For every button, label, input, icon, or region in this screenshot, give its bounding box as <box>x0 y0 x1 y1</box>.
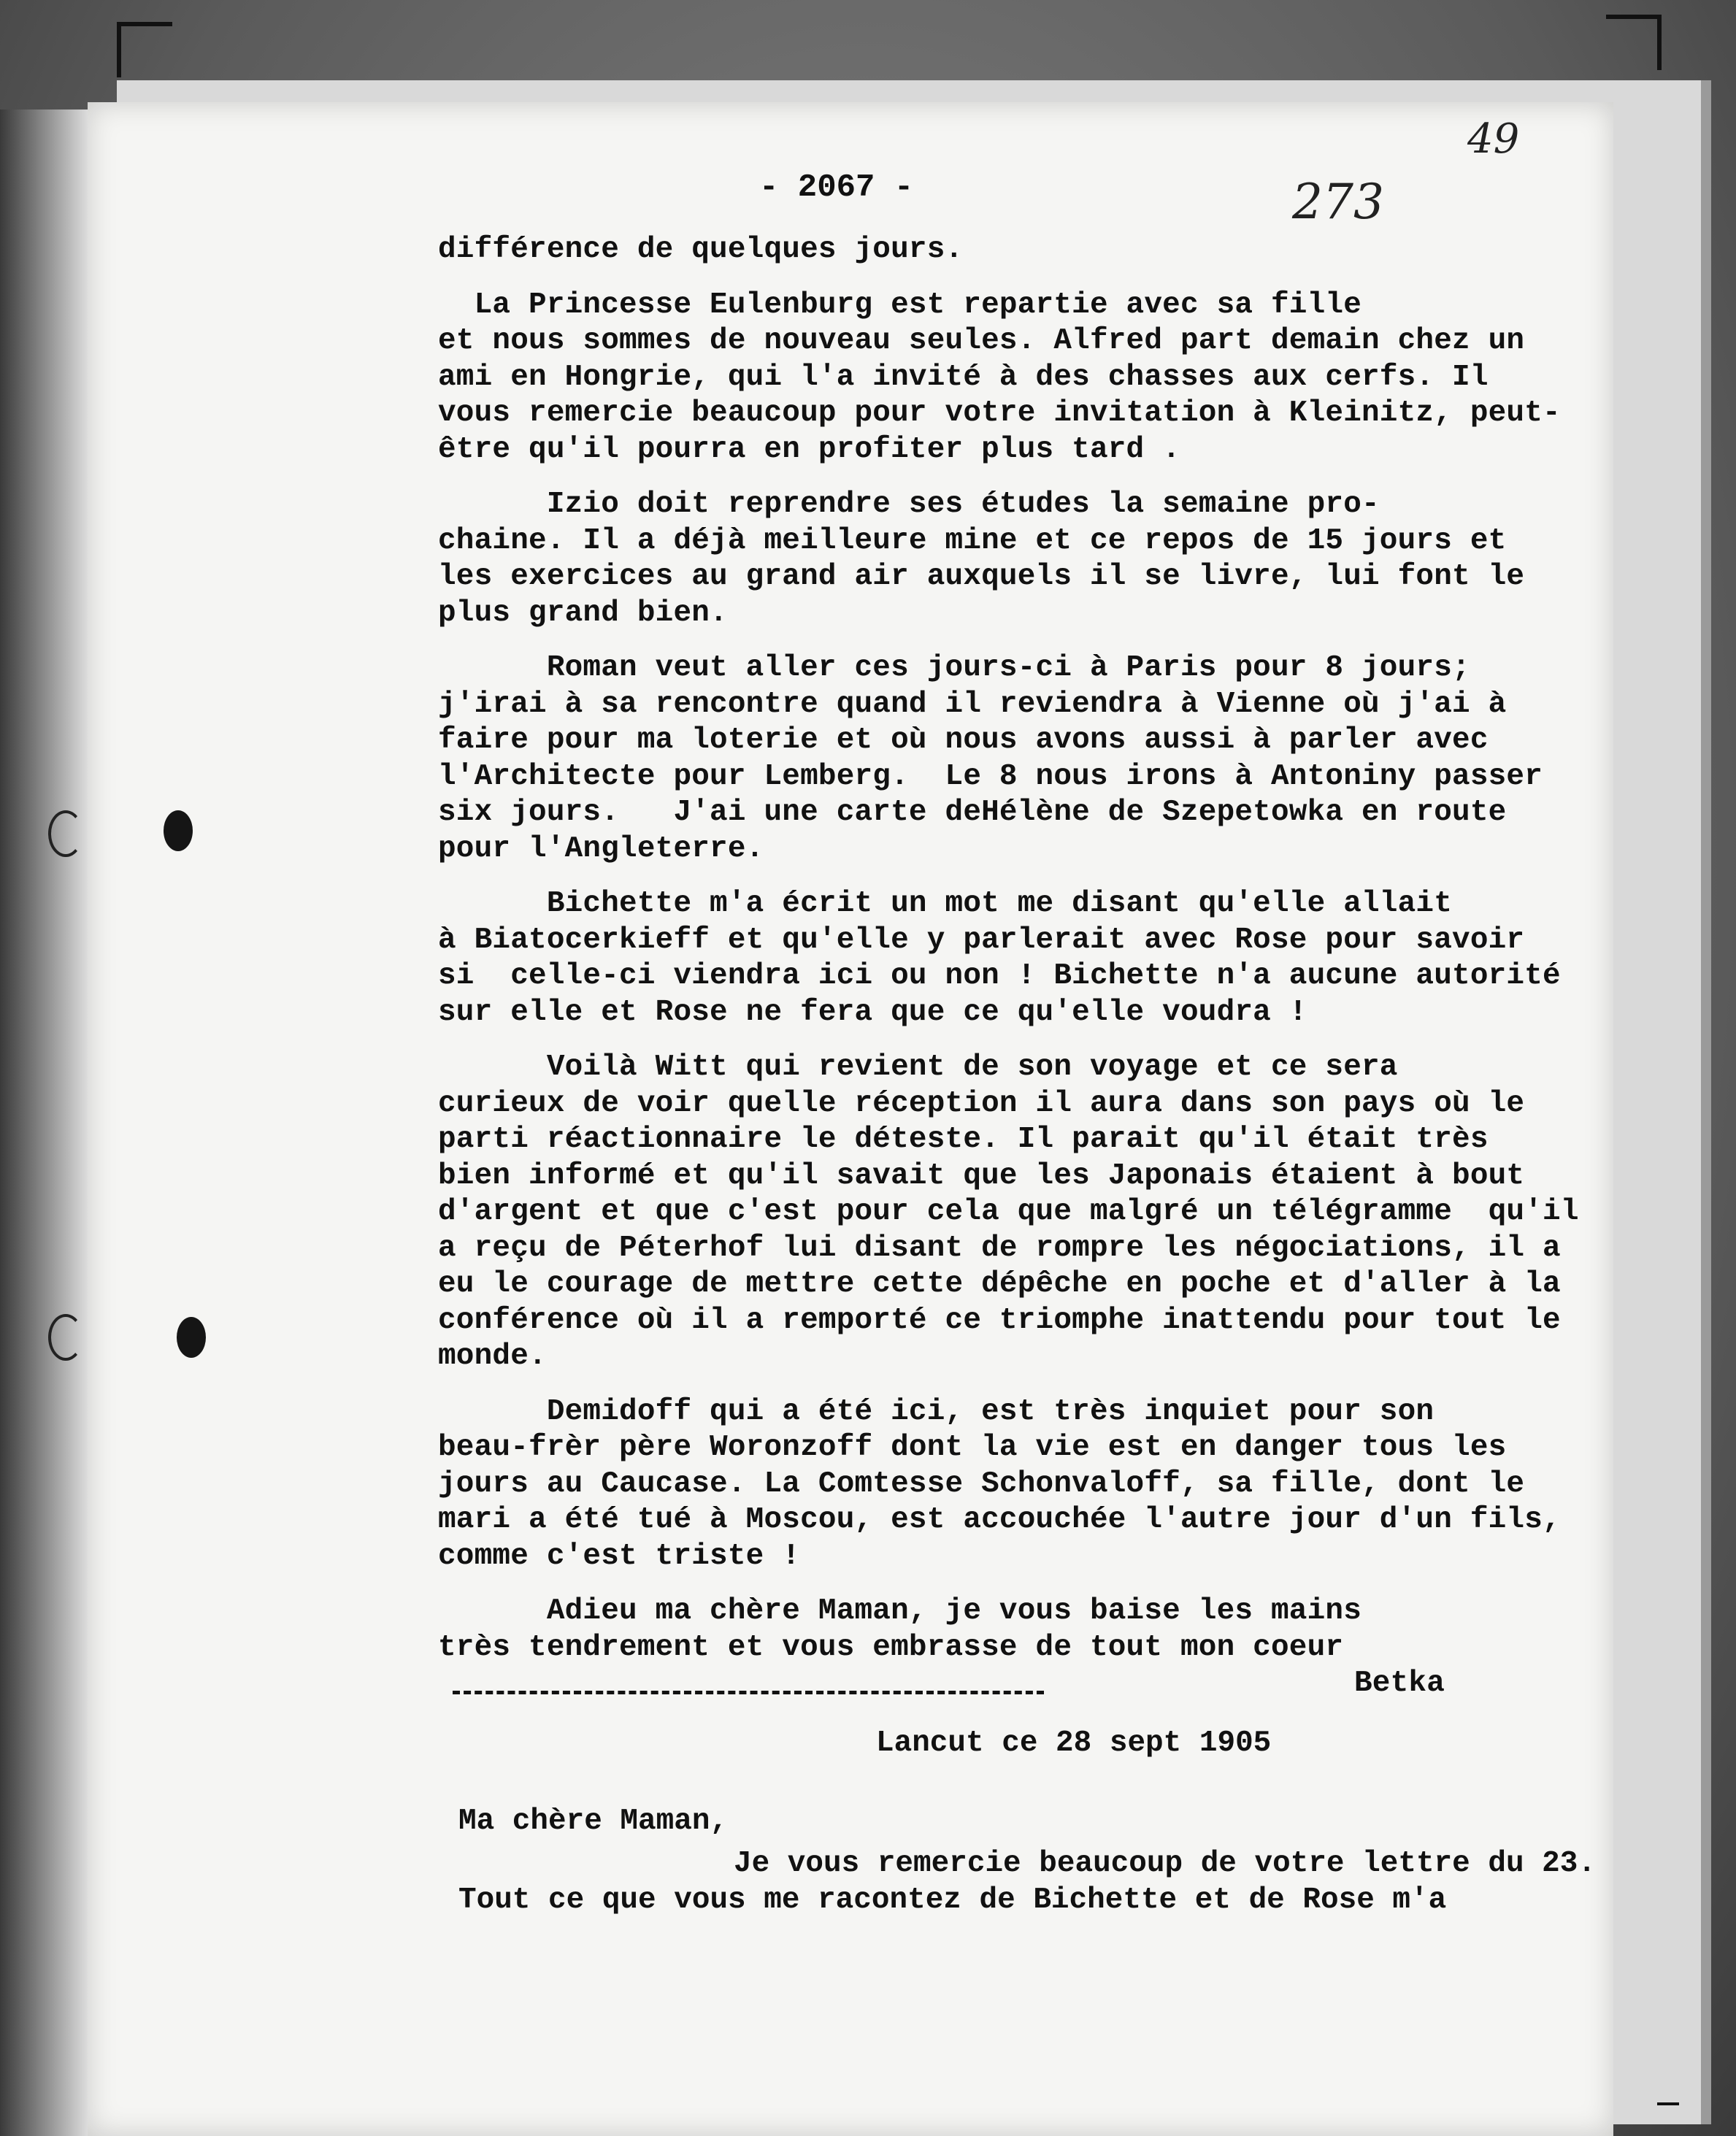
letter-line: Adieu ma chère Maman, je vous baise les mains <box>438 1594 1362 1628</box>
letter-line: vous remercie beaucoup pour votre invitation à Kleinitz, peut- <box>438 396 1561 430</box>
punch-hole-upper <box>164 810 193 851</box>
paragraph-gap <box>438 867 1606 886</box>
letter-salutation: Ma chère Maman, <box>458 1805 729 1838</box>
paragraph-gap <box>438 468 1606 487</box>
letter-line: pour l'Angleterre. <box>438 831 764 866</box>
letter-line: Izio doit reprendre ses études la semaine pro- <box>438 488 1380 521</box>
crop-mark-top-left <box>117 22 172 77</box>
letter-line: et nous sommes de nouveau seules. Alfred part demain chez un <box>438 324 1525 358</box>
letter-separator <box>453 1691 1044 1694</box>
paragraph-gap <box>438 1031 1606 1050</box>
crop-mark-top-right <box>1606 15 1662 70</box>
letter-line: comme c'est triste ! <box>438 1539 801 1573</box>
punch-hole-lower <box>177 1317 206 1358</box>
letter-line: ami en Hongrie, qui l'a invité à des chasses aux cerfs. Il <box>438 360 1489 394</box>
letter-line: conférence où il a remporté ce triomphe inattendu pour tout le <box>438 1303 1561 1337</box>
letter-line: monde. <box>438 1340 547 1373</box>
letter-line: plus grand bien. <box>438 596 728 630</box>
handwritten-document-number: 273 <box>1292 174 1384 230</box>
letter-line: chaine. Il a déjà meilleure mine et ce repos de 15 jours et <box>438 523 1507 558</box>
letter-line: très tendrement et vous embrasse de tout mon coeur <box>438 1630 1344 1664</box>
letter-line: faire pour ma loterie et où nous avons aussi à parler avec <box>438 723 1489 757</box>
paragraph-gap <box>438 1375 1606 1394</box>
handwritten-folio: 49 <box>1467 115 1520 163</box>
letter-line: Bichette m'a écrit un mot me disant qu'elle allait <box>438 887 1453 921</box>
letter-line: eu le courage de mettre cette dépêche en poche et d'aller à la <box>438 1267 1561 1301</box>
paragraph-gap <box>438 269 1606 288</box>
letter-body <box>438 232 1606 1702</box>
letter-line: l'Architecte pour Lemberg. Le 8 nous irons à Antoniny passer <box>438 759 1543 794</box>
crop-mark-bottom <box>1657 2102 1679 2105</box>
letter-line: sur elle et Rose ne fera que ce qu'elle voudra ! <box>438 995 1307 1029</box>
letter-line: curieux de voir quelle réception il aura dans son pays où le <box>438 1086 1525 1121</box>
letter-line: jours au Caucase. La Comtesse Schonvaloff, sa fille, dont le <box>438 1467 1525 1501</box>
signature: Betka <box>1354 1667 1445 1700</box>
letter-line: Roman veut aller ces jours-ci à Paris pour 8 jours; <box>438 651 1470 685</box>
punch-hole-outline-upper <box>48 810 83 857</box>
letter-line: à Biatocerkieff et qu'elle y parlerait avec Rose pour savoir <box>438 923 1525 957</box>
letter-line: Demidoff qui a été ici, est très inquiet pour son <box>438 1394 1434 1429</box>
letter-line: bien informé et qu'il savait que les Japonais étaient à bout <box>438 1159 1525 1193</box>
letter-line: Tout ce que vous me racontez de Bichette et de Rose m'a <box>458 1883 1447 1917</box>
punch-hole-outline-lower <box>48 1314 83 1361</box>
paragraph-gap <box>438 631 1606 650</box>
paragraph-gap <box>438 1575 1606 1594</box>
letter-line: mari a été tué à Moscou, est accouchée l'autre jour d'un fils, <box>438 1503 1561 1537</box>
letter-line: j'irai à sa rencontre quand il reviendra à Vienne où j'ai à <box>438 687 1507 721</box>
letter-line: d'argent et que c'est pour cela que malgré un télégramme qu'il <box>438 1195 1579 1229</box>
page-number: - 2067 - <box>759 169 914 206</box>
letter-date-line: Lancut ce 28 sept 1905 <box>876 1726 1272 1760</box>
letter-line: si celle-ci viendra ici ou non ! Bichette n'a aucune autorité <box>438 959 1561 993</box>
letter-line: a reçu de Péterhof lui disant de rompre les négociations, il a <box>438 1231 1561 1265</box>
letter-line: être qu'il pourra en profiter plus tard . <box>438 432 1180 466</box>
letter-line: Je vous remercie beaucoup de votre lettre du 23. <box>734 1847 1596 1880</box>
letter-line: La Princesse Eulenburg est repartie avec sa fille <box>438 288 1362 322</box>
binder-edge <box>0 110 88 2136</box>
letter-line: les exercices au grand air auxquels il se livre, lui font le <box>438 560 1525 593</box>
letter-line: différence de quelques jours. <box>438 233 964 266</box>
letter-line: beau-frèr père Woronzoff dont la vie est en danger tous les <box>438 1431 1507 1464</box>
letter-line: six jours. J'ai une carte deHélène de Szepetowka en route <box>438 796 1507 829</box>
letter-line: parti réactionnaire le déteste. Il parait qu'il était très <box>438 1123 1489 1156</box>
letter-line: Voilà Witt qui revient de son voyage et ce sera <box>438 1050 1398 1084</box>
